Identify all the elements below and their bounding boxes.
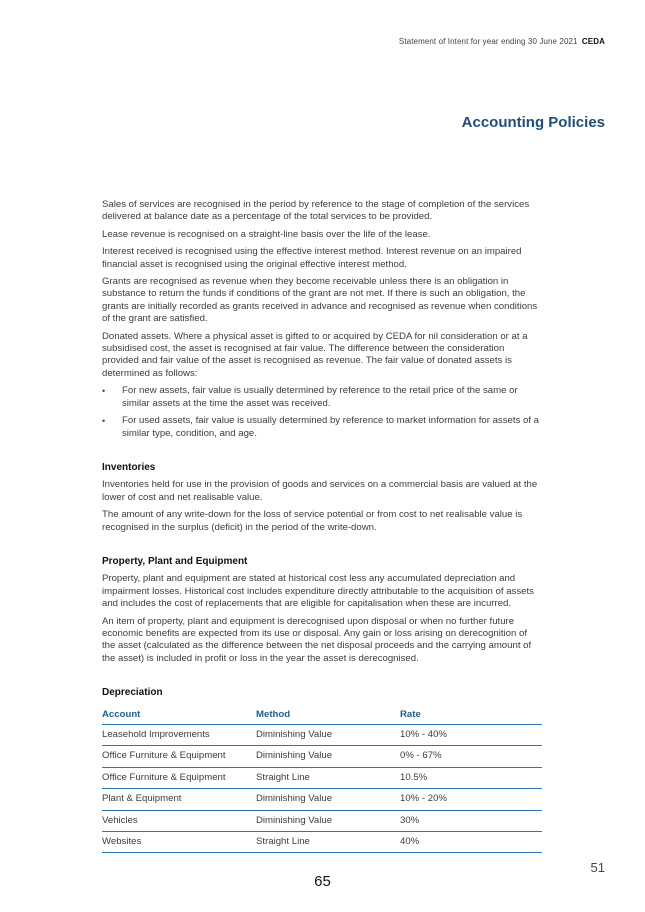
column-header-method: Method bbox=[256, 705, 400, 725]
page-number: 51 bbox=[590, 860, 605, 875]
cell-rate: 30% bbox=[400, 810, 542, 831]
paragraph-sales-services: Sales of services are recognised in the period by reference to the stage of completion of the services delivered at balance date as a percentage of the total services to be provided. bbox=[102, 199, 530, 223]
table-row bbox=[102, 725, 542, 746]
paragraph-ppe-derecognition: An item of property, plant and equipment is derecognised upon disposal or when no further future economic benefits are expected from its use or disposal. Any gain or loss arising on derecognition of the asset (calculated as the difference between the net disposal proceeds and the carrying amount of the asset) is included in profit or loss in the year the asset is derecognised. bbox=[102, 615, 532, 664]
fair-value-list bbox=[102, 385, 542, 440]
list-item bbox=[102, 385, 542, 410]
paragraph-donated-assets: Donated assets. Where a physical asset is gifted to or acquired by CEDA for nil consideration or at a subsidised cost, the asset is recognised at fair value. The difference between the consideration provided and fair value of the asset is recognised as revenue. The fair value of donated assets is determined as follows: bbox=[102, 330, 528, 379]
cell-account: Office Furniture & Equipment bbox=[102, 746, 256, 767]
cell-method: Diminishing Value bbox=[256, 746, 400, 767]
bullet-icon: • bbox=[102, 416, 106, 427]
paragraph-inventories-valuation: Inventories held for use in the provision of goods and services on a commercial basis are valued at the lower of cost and net realisable value. bbox=[102, 479, 538, 503]
cell-method: Straight Line bbox=[256, 767, 400, 788]
cell-account: Websites bbox=[102, 832, 256, 853]
column-header-account: Account bbox=[102, 705, 256, 725]
cell-method: Diminishing Value bbox=[256, 725, 400, 746]
heading-depreciation: Depreciation bbox=[102, 687, 163, 699]
cell-rate: 0% - 67% bbox=[400, 746, 542, 767]
cell-rate: 10% - 20% bbox=[400, 789, 542, 810]
cell-method: Diminishing Value bbox=[256, 789, 400, 810]
paragraph-interest: Interest received is recognised using the effective interest method. Interest revenue on an impaired financial asset is recognised using the original effective interest method. bbox=[102, 246, 522, 270]
heading-ppe: Property, Plant and Equipment bbox=[102, 555, 248, 567]
cell-account: Office Furniture & Equipment bbox=[102, 767, 256, 788]
cell-rate: 10% - 40% bbox=[400, 725, 542, 746]
paragraph-grants: Grants are recognised as revenue when they become receivable unless there is an obligation in substance to return the funds if conditions of the grant are not met. If there is such an obligation, the grants are initially recorded as grants received in advance and recognised as revenue when conditions of the grant are satisfied. bbox=[102, 276, 538, 325]
column-header-rate: Rate bbox=[400, 705, 542, 725]
page-title: Accounting Policies bbox=[461, 114, 605, 131]
main-content bbox=[102, 199, 542, 853]
header-org: CEDA bbox=[581, 37, 605, 46]
running-header bbox=[399, 37, 605, 46]
table-row bbox=[102, 746, 542, 767]
cell-method: Straight Line bbox=[256, 832, 400, 853]
depreciation-table bbox=[102, 705, 542, 854]
table-row bbox=[102, 767, 542, 788]
cell-account: Leasehold Improvements bbox=[102, 725, 256, 746]
cell-rate: 40% bbox=[400, 832, 542, 853]
list-item-text: For new assets, fair value is usually determined by reference to the retail price of the same or similar assets at the time the asset was received. bbox=[122, 385, 518, 409]
table-row bbox=[102, 832, 542, 853]
cell-account: Vehicles bbox=[102, 810, 256, 831]
table-header-row bbox=[102, 705, 542, 725]
paragraph-ppe-cost: Property, plant and equipment are stated at historical cost less any accumulated depreciation and impairment losses. Historical cost includes expenditure directly attributable to the acquisition of assets and includes the cost of replacements that are eligible for capitalisation when these are incurred. bbox=[102, 573, 534, 610]
footer-page-number: 65 bbox=[314, 873, 331, 890]
header-text: Statement of Intent for year ending 30 June 2021 bbox=[398, 37, 578, 46]
table-row bbox=[102, 810, 542, 831]
cell-account: Plant & Equipment bbox=[102, 789, 256, 810]
paragraph-inventories-writedown: The amount of any write-down for the loss of service potential or from cost to net realisable value is recognised in the surplus (deficit) in the period of the write-down. bbox=[102, 509, 523, 533]
list-item-text: For used assets, fair value is usually determined by reference to market information for assets of a similar type, condition, and age. bbox=[122, 415, 539, 439]
bullet-icon: • bbox=[102, 386, 106, 397]
cell-rate: 10.5% bbox=[400, 767, 542, 788]
paragraph-lease-revenue: Lease revenue is recognised on a straight-line basis over the life of the lease. bbox=[102, 228, 431, 240]
cell-method: Diminishing Value bbox=[256, 810, 400, 831]
table-row bbox=[102, 789, 542, 810]
list-item bbox=[102, 415, 542, 440]
heading-inventories: Inventories bbox=[102, 461, 156, 473]
